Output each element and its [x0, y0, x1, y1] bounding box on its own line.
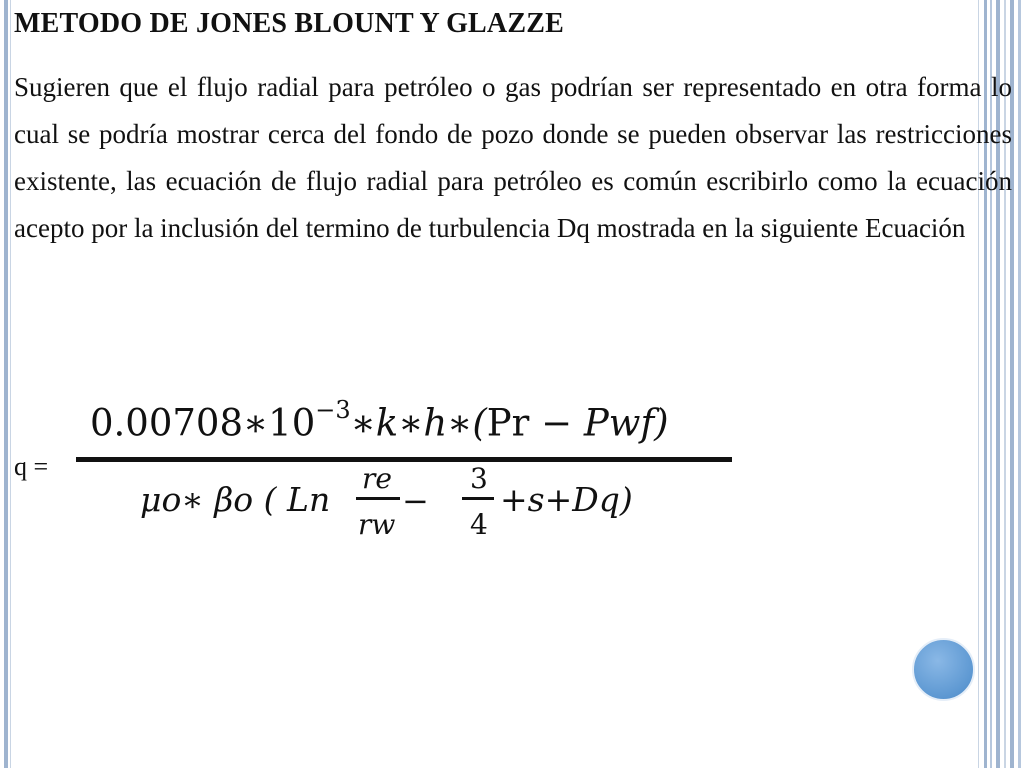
three-numerator: 3 [470, 462, 488, 495]
re-numerator: re [362, 462, 392, 495]
numerator-coefficient: 0.00708∗10 [90, 401, 316, 445]
rw-denominator: rw [358, 508, 396, 541]
numerator-exponent: −3 [315, 396, 351, 424]
left-border-line-thin [10, 0, 11, 768]
numerator-pr: Pr [486, 401, 530, 445]
equation-lhs: q = [14, 452, 49, 481]
equation-denominator-left: μo∗ βo ( Ln [140, 480, 331, 519]
decorative-circle [912, 638, 975, 701]
equation-denominator-right: +s+Dq) [500, 480, 633, 519]
right-border-line [1018, 0, 1021, 768]
body-paragraph: Sugieren que el flujo radial para petróleo o gas podrían ser representado en otra forma lo cual se podría mostrar cerca del fondo de pozo donde se pueden observar las restricciones existente, las ecuación de flujo radial para petróleo es común escribirlo como la ecuación acepto por la inclusión del termino de turbulencia Dq mostrada en la siguiente Ecuación [14, 72, 1012, 243]
left-border-line [4, 0, 8, 768]
four-denominator: 4 [470, 508, 488, 541]
minus-sign: − [402, 482, 429, 520]
main-fraction-bar [76, 457, 732, 462]
re-rw-fraction-bar [356, 497, 400, 500]
numerator-k-h: ∗k∗h∗( [350, 401, 487, 445]
equation-numerator [90, 396, 669, 445]
numerator-pwf: − Pwf) [529, 401, 669, 445]
three-four-fraction-bar [462, 497, 494, 500]
slide-title: METODO DE JONES BLOUNT Y GLAZZE [14, 8, 564, 39]
